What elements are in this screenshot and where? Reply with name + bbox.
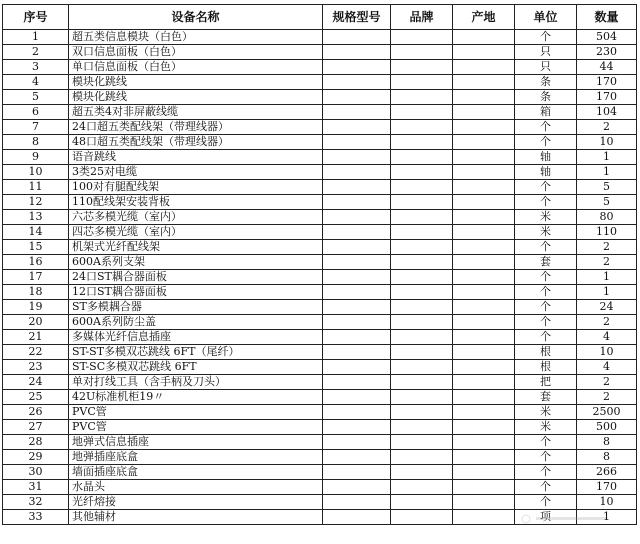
cell-unit: 米: [515, 420, 577, 435]
cell-index: 12: [3, 195, 69, 210]
table-row: [3, 90, 637, 105]
cell-model: [323, 420, 391, 435]
cell-brand: [391, 450, 453, 465]
cell-origin: [453, 345, 515, 360]
cell-model: [323, 180, 391, 195]
cell-device-name: 其他辅材: [69, 510, 323, 525]
cell-quantity: 266: [577, 465, 637, 480]
cell-quantity: 80: [577, 210, 637, 225]
cell-model: [323, 135, 391, 150]
cell-quantity: 170: [577, 90, 637, 105]
cell-quantity: 504: [577, 30, 637, 45]
table-body: [3, 30, 637, 525]
cell-index: 23: [3, 360, 69, 375]
cell-device-name: 墙面插座底盒: [69, 465, 323, 480]
cell-index: 9: [3, 150, 69, 165]
cell-device-name: ST-SC多模双芯跳线 6FT: [69, 360, 323, 375]
cell-device-name: 地弹式信息插座: [69, 435, 323, 450]
cell-brand: [391, 30, 453, 45]
cell-brand: [391, 255, 453, 270]
cell-brand: [391, 345, 453, 360]
table-row: [3, 270, 637, 285]
cell-quantity: 8: [577, 435, 637, 450]
cell-origin: [453, 45, 515, 60]
cell-origin: [453, 300, 515, 315]
header-index: 序号: [3, 5, 69, 30]
header-row: [3, 5, 637, 30]
table-row: [3, 450, 637, 465]
cell-quantity: 10: [577, 135, 637, 150]
cell-unit: 项: [515, 510, 577, 525]
cell-quantity: 10: [577, 345, 637, 360]
cell-origin: [453, 210, 515, 225]
cell-model: [323, 210, 391, 225]
table-row: [3, 285, 637, 300]
cell-device-name: PVC管: [69, 405, 323, 420]
table-row: [3, 480, 637, 495]
cell-device-name: PVC管: [69, 420, 323, 435]
cell-model: [323, 240, 391, 255]
cell-model: [323, 375, 391, 390]
cell-device-name: 模块化跳线: [69, 90, 323, 105]
cell-origin: [453, 270, 515, 285]
cell-quantity: 1: [577, 165, 637, 180]
cell-index: 4: [3, 75, 69, 90]
cell-origin: [453, 225, 515, 240]
header-quantity: 数量: [577, 5, 637, 30]
cell-brand: [391, 360, 453, 375]
cell-model: [323, 405, 391, 420]
cell-brand: [391, 150, 453, 165]
cell-model: [323, 480, 391, 495]
cell-quantity: 500: [577, 420, 637, 435]
cell-device-name: ST-ST多模双芯跳线 6FT（尾纤）: [69, 345, 323, 360]
cell-brand: [391, 390, 453, 405]
cell-quantity: 2: [577, 120, 637, 135]
cell-quantity: 4: [577, 360, 637, 375]
header-origin: 产地: [453, 5, 515, 30]
cell-quantity: 1: [577, 150, 637, 165]
table-row: [3, 120, 637, 135]
cell-index: 6: [3, 105, 69, 120]
cell-brand: [391, 375, 453, 390]
table-row: [3, 105, 637, 120]
cell-unit: 个: [515, 450, 577, 465]
cell-device-name: 3类25对电缆: [69, 165, 323, 180]
header-model: 规格型号: [323, 5, 391, 30]
cell-origin: [453, 420, 515, 435]
cell-brand: [391, 285, 453, 300]
cell-quantity: 24: [577, 300, 637, 315]
cell-brand: [391, 495, 453, 510]
cell-quantity: 4: [577, 330, 637, 345]
cell-unit: 米: [515, 225, 577, 240]
cell-model: [323, 195, 391, 210]
cell-device-name: ST多模耦合器: [69, 300, 323, 315]
table-row: [3, 330, 637, 345]
cell-brand: [391, 45, 453, 60]
cell-device-name: 单对打线工具（含手柄及刀头）: [69, 375, 323, 390]
cell-origin: [453, 165, 515, 180]
cell-origin: [453, 180, 515, 195]
table-row: [3, 240, 637, 255]
cell-brand: [391, 60, 453, 75]
cell-quantity: 5: [577, 180, 637, 195]
cell-index: 3: [3, 60, 69, 75]
header-brand: 品牌: [391, 5, 453, 30]
table-row: [3, 360, 637, 375]
cell-quantity: 230: [577, 45, 637, 60]
cell-unit: 个: [515, 195, 577, 210]
cell-device-name: 地弹插座底盒: [69, 450, 323, 465]
cell-quantity: 1: [577, 270, 637, 285]
cell-quantity: 110: [577, 225, 637, 240]
table-header: [3, 5, 637, 30]
cell-index: 14: [3, 225, 69, 240]
cell-origin: [453, 330, 515, 345]
cell-unit: 套: [515, 390, 577, 405]
cell-device-name: 42U标准机柜19〃: [69, 390, 323, 405]
cell-quantity: 1: [577, 285, 637, 300]
cell-unit: 个: [515, 240, 577, 255]
cell-origin: [453, 75, 515, 90]
table-row: [3, 420, 637, 435]
table-row: [3, 165, 637, 180]
cell-brand: [391, 465, 453, 480]
cell-device-name: 100对有腿配线架: [69, 180, 323, 195]
cell-origin: [453, 150, 515, 165]
cell-model: [323, 390, 391, 405]
cell-model: [323, 165, 391, 180]
cell-index: 5: [3, 90, 69, 105]
cell-unit: 个: [515, 330, 577, 345]
cell-quantity: 170: [577, 75, 637, 90]
cell-unit: 只: [515, 45, 577, 60]
cell-brand: [391, 435, 453, 450]
cell-brand: [391, 330, 453, 345]
cell-brand: [391, 90, 453, 105]
cell-index: 22: [3, 345, 69, 360]
cell-device-name: 110配线架安装背板: [69, 195, 323, 210]
cell-unit: 个: [515, 135, 577, 150]
cell-origin: [453, 465, 515, 480]
cell-model: [323, 285, 391, 300]
cell-unit: 条: [515, 90, 577, 105]
cell-quantity: 2: [577, 255, 637, 270]
table-row: [3, 30, 637, 45]
cell-model: [323, 360, 391, 375]
cell-quantity: 104: [577, 105, 637, 120]
cell-brand: [391, 270, 453, 285]
table-row: [3, 255, 637, 270]
cell-model: [323, 150, 391, 165]
cell-unit: 箱: [515, 105, 577, 120]
cell-quantity: 2500: [577, 405, 637, 420]
cell-quantity: 8: [577, 450, 637, 465]
cell-device-name: 模块化跳线: [69, 75, 323, 90]
cell-unit: 套: [515, 255, 577, 270]
cell-unit: 个: [515, 480, 577, 495]
cell-device-name: 语音跳线: [69, 150, 323, 165]
table-row: [3, 345, 637, 360]
equipment-table: [2, 4, 637, 525]
cell-unit: 个: [515, 120, 577, 135]
cell-unit: 个: [515, 465, 577, 480]
cell-index: 7: [3, 120, 69, 135]
cell-device-name: 600A系列支架: [69, 255, 323, 270]
cell-brand: [391, 480, 453, 495]
cell-index: 13: [3, 210, 69, 225]
cell-device-name: 水晶头: [69, 480, 323, 495]
cell-model: [323, 255, 391, 270]
cell-unit: 个: [515, 285, 577, 300]
cell-brand: [391, 135, 453, 150]
cell-origin: [453, 450, 515, 465]
table-row: [3, 60, 637, 75]
cell-index: 2: [3, 45, 69, 60]
cell-index: 30: [3, 465, 69, 480]
cell-brand: [391, 120, 453, 135]
cell-index: 19: [3, 300, 69, 315]
cell-model: [323, 90, 391, 105]
cell-device-name: 超五类4对非屏蔽线缆: [69, 105, 323, 120]
cell-model: [323, 510, 391, 525]
cell-origin: [453, 390, 515, 405]
cell-unit: 轴: [515, 150, 577, 165]
table-row: [3, 375, 637, 390]
table-row: [3, 180, 637, 195]
cell-origin: [453, 135, 515, 150]
table-row: [3, 405, 637, 420]
cell-quantity: 44: [577, 60, 637, 75]
cell-brand: [391, 315, 453, 330]
cell-origin: [453, 495, 515, 510]
cell-model: [323, 435, 391, 450]
cell-quantity: 2: [577, 390, 637, 405]
cell-brand: [391, 510, 453, 525]
cell-index: 20: [3, 315, 69, 330]
cell-brand: [391, 225, 453, 240]
cell-device-name: 六芯多模光缆（室内）: [69, 210, 323, 225]
cell-unit: 个: [515, 30, 577, 45]
cell-index: 33: [3, 510, 69, 525]
cell-quantity: 2: [577, 375, 637, 390]
table-row: [3, 75, 637, 90]
cell-quantity: 170: [577, 480, 637, 495]
cell-index: 1: [3, 30, 69, 45]
table-row: [3, 195, 637, 210]
cell-unit: 个: [515, 270, 577, 285]
cell-model: [323, 450, 391, 465]
cell-unit: 根: [515, 360, 577, 375]
table-row: [3, 465, 637, 480]
cell-brand: [391, 240, 453, 255]
cell-device-name: 光纤熔接: [69, 495, 323, 510]
cell-device-name: 12口ST耦合器面板: [69, 285, 323, 300]
cell-quantity: 10: [577, 495, 637, 510]
cell-origin: [453, 360, 515, 375]
cell-origin: [453, 30, 515, 45]
watermark-logo: [520, 512, 610, 526]
cell-index: 11: [3, 180, 69, 195]
table-row: [3, 225, 637, 240]
cell-index: 28: [3, 435, 69, 450]
cell-origin: [453, 60, 515, 75]
table-row: [3, 150, 637, 165]
cell-origin: [453, 285, 515, 300]
cell-origin: [453, 375, 515, 390]
header-device-name: 设备名称: [69, 5, 323, 30]
cell-model: [323, 105, 391, 120]
cell-device-name: 单口信息面板（白色）: [69, 60, 323, 75]
cell-device-name: 24口ST耦合器面板: [69, 270, 323, 285]
cell-brand: [391, 75, 453, 90]
cell-index: 25: [3, 390, 69, 405]
cell-origin: [453, 435, 515, 450]
cell-brand: [391, 165, 453, 180]
cell-model: [323, 75, 391, 90]
cell-model: [323, 330, 391, 345]
cell-model: [323, 315, 391, 330]
cell-unit: 个: [515, 315, 577, 330]
cell-origin: [453, 255, 515, 270]
cell-origin: [453, 240, 515, 255]
cell-unit: 把: [515, 375, 577, 390]
cell-unit: 只: [515, 60, 577, 75]
cell-device-name: 机架式光纤配线架: [69, 240, 323, 255]
table-row: [3, 45, 637, 60]
cell-brand: [391, 210, 453, 225]
cell-index: 24: [3, 375, 69, 390]
cell-device-name: 48口超五类配线架（带理线器）: [69, 135, 323, 150]
cell-index: 21: [3, 330, 69, 345]
cell-model: [323, 45, 391, 60]
cell-origin: [453, 315, 515, 330]
cell-unit: 个: [515, 495, 577, 510]
table-row: [3, 210, 637, 225]
cell-device-name: 超五类信息模块（白色）: [69, 30, 323, 45]
cell-index: 18: [3, 285, 69, 300]
cell-origin: [453, 510, 515, 525]
cell-model: [323, 270, 391, 285]
cell-model: [323, 60, 391, 75]
cell-brand: [391, 300, 453, 315]
cell-index: 10: [3, 165, 69, 180]
cell-index: 17: [3, 270, 69, 285]
cell-device-name: 多媒体光纤信息插座: [69, 330, 323, 345]
cell-unit: 米: [515, 210, 577, 225]
cell-model: [323, 300, 391, 315]
cell-quantity: 1: [577, 510, 637, 525]
cell-device-name: 24口超五类配线架（带理线器）: [69, 120, 323, 135]
cell-device-name: 双口信息面板（白色）: [69, 45, 323, 60]
cell-unit: 轴: [515, 165, 577, 180]
table-row: [3, 495, 637, 510]
cell-device-name: 四芯多模光缆（室内）: [69, 225, 323, 240]
cell-brand: [391, 180, 453, 195]
cell-unit: 根: [515, 345, 577, 360]
cell-brand: [391, 195, 453, 210]
cell-brand: [391, 420, 453, 435]
cell-model: [323, 30, 391, 45]
cell-model: [323, 120, 391, 135]
cell-quantity: 5: [577, 195, 637, 210]
cell-unit: 条: [515, 75, 577, 90]
cell-index: 29: [3, 450, 69, 465]
cell-device-name: 600A系列防尘盖: [69, 315, 323, 330]
cell-unit: 个: [515, 300, 577, 315]
cell-origin: [453, 120, 515, 135]
cell-unit: 个: [515, 180, 577, 195]
cell-unit: 个: [515, 435, 577, 450]
cell-index: 26: [3, 405, 69, 420]
table-row: [3, 315, 637, 330]
cell-origin: [453, 405, 515, 420]
cell-brand: [391, 105, 453, 120]
cell-index: 32: [3, 495, 69, 510]
table-row: [3, 300, 637, 315]
cell-quantity: 2: [577, 240, 637, 255]
header-unit: 单位: [515, 5, 577, 30]
cell-index: 15: [3, 240, 69, 255]
table-row: [3, 390, 637, 405]
cell-model: [323, 225, 391, 240]
cell-index: 16: [3, 255, 69, 270]
cell-origin: [453, 480, 515, 495]
cell-model: [323, 495, 391, 510]
cell-index: 31: [3, 480, 69, 495]
cell-index: 27: [3, 420, 69, 435]
cell-unit: 米: [515, 405, 577, 420]
cell-origin: [453, 105, 515, 120]
table-row: [3, 435, 637, 450]
cell-origin: [453, 195, 515, 210]
cell-origin: [453, 90, 515, 105]
table-row: [3, 135, 637, 150]
cell-model: [323, 465, 391, 480]
cell-brand: [391, 405, 453, 420]
cell-index: 8: [3, 135, 69, 150]
cell-model: [323, 345, 391, 360]
cell-quantity: 2: [577, 315, 637, 330]
